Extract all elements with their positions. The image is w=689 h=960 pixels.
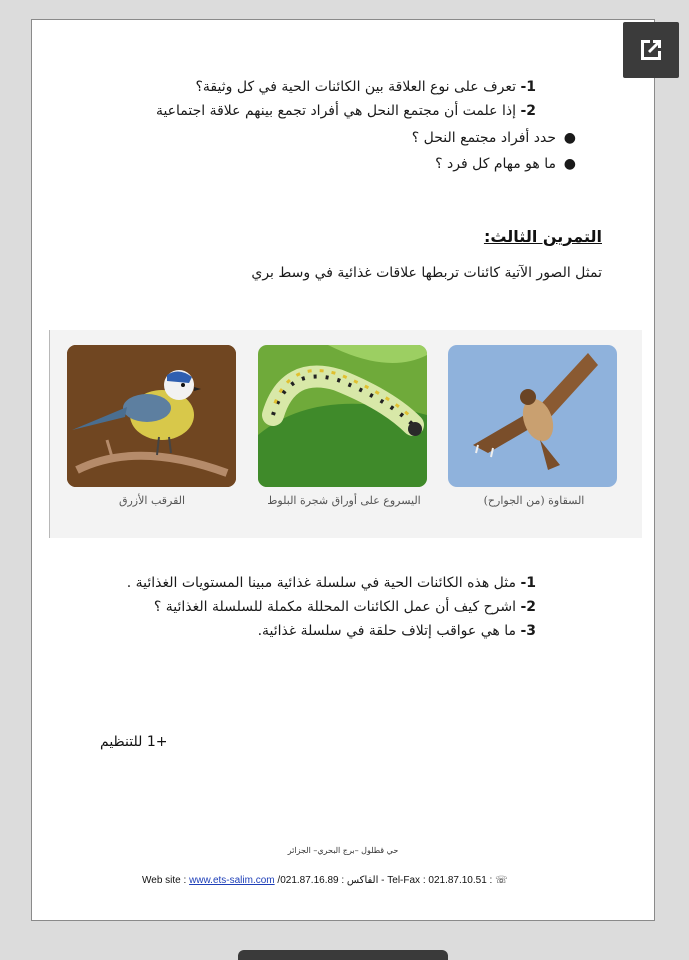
bullet-icon: ●: [563, 156, 576, 172]
bullet-item: [32, 156, 576, 172]
question-1: [32, 575, 536, 591]
photo-hawk: [448, 345, 617, 487]
fax-label: الفاكس :: [341, 875, 379, 886]
question-text: إذا علمت أن مجتمع النحل هي أفراد تجمع بينهم علاقة اجتماعية: [155, 103, 516, 119]
website-link[interactable]: www.ets-salim.com: [189, 875, 275, 886]
question-2: [32, 103, 536, 119]
open-in-new-icon: [623, 22, 679, 78]
question-1: [32, 79, 536, 95]
photo-strip: [49, 330, 642, 538]
footer-address: حي قطلول –برج البحري– الجزائر: [287, 846, 399, 855]
question-number: 3-: [520, 623, 536, 639]
footer-contact: [142, 875, 508, 886]
photo-caption: القرقب الأزرق: [118, 494, 186, 507]
question-3: [32, 623, 536, 639]
question-text: مثل هذه الكائنات الحية في سلسلة غذائية مبينا المستويات الغذائية .: [126, 575, 516, 591]
bottom-scroll-bar[interactable]: [238, 950, 448, 960]
photo-caption: اليسروع على أوراق شجرة البلوط: [267, 494, 421, 507]
organization-note: +1 للتنظيم: [100, 734, 168, 750]
open-in-new-button[interactable]: [623, 22, 679, 78]
bullet-text: حدد أفراد مجتمع النحل ؟: [411, 130, 556, 146]
bullet-item: [32, 130, 576, 146]
bullet-icon: ●: [563, 130, 576, 146]
question-text: تعرف على نوع العلاقة بين الكائنات الحية في كل وثيقة؟: [195, 79, 516, 95]
question-text: ما هي عواقب إتلاف حلقة في سلسلة غذائية.: [257, 623, 516, 639]
question-text: اشرح كيف أن عمل الكائنات المحللة مكملة للسلسلة الغذائية ؟: [153, 599, 516, 615]
photo-caption: السقاوة (من الجوارح): [483, 494, 585, 507]
question-number: 2-: [520, 103, 536, 119]
question-number: 1-: [520, 575, 536, 591]
photo-blue-tit: [67, 345, 236, 487]
telfax-number: - Tel-Fax : 021.87.10.51 :: [381, 875, 493, 886]
question-number: 1-: [520, 79, 536, 95]
question-number: 2-: [520, 599, 536, 615]
exercise-title: التمرين الثالث:: [483, 227, 602, 246]
fax-number: /021.87.16.89: [277, 875, 339, 886]
phone-icon: ☏: [495, 875, 508, 886]
exercise-intro: تمثل الصور الآتية كائنات تربطها علاقات غذائية في وسط بري: [251, 265, 602, 281]
question-2: [32, 599, 536, 615]
bullet-text: ما هو مهام كل فرد ؟: [435, 156, 556, 172]
photo-caterpillar: [258, 345, 427, 487]
document-page: [31, 19, 655, 921]
website-label: Web site :: [142, 875, 187, 886]
